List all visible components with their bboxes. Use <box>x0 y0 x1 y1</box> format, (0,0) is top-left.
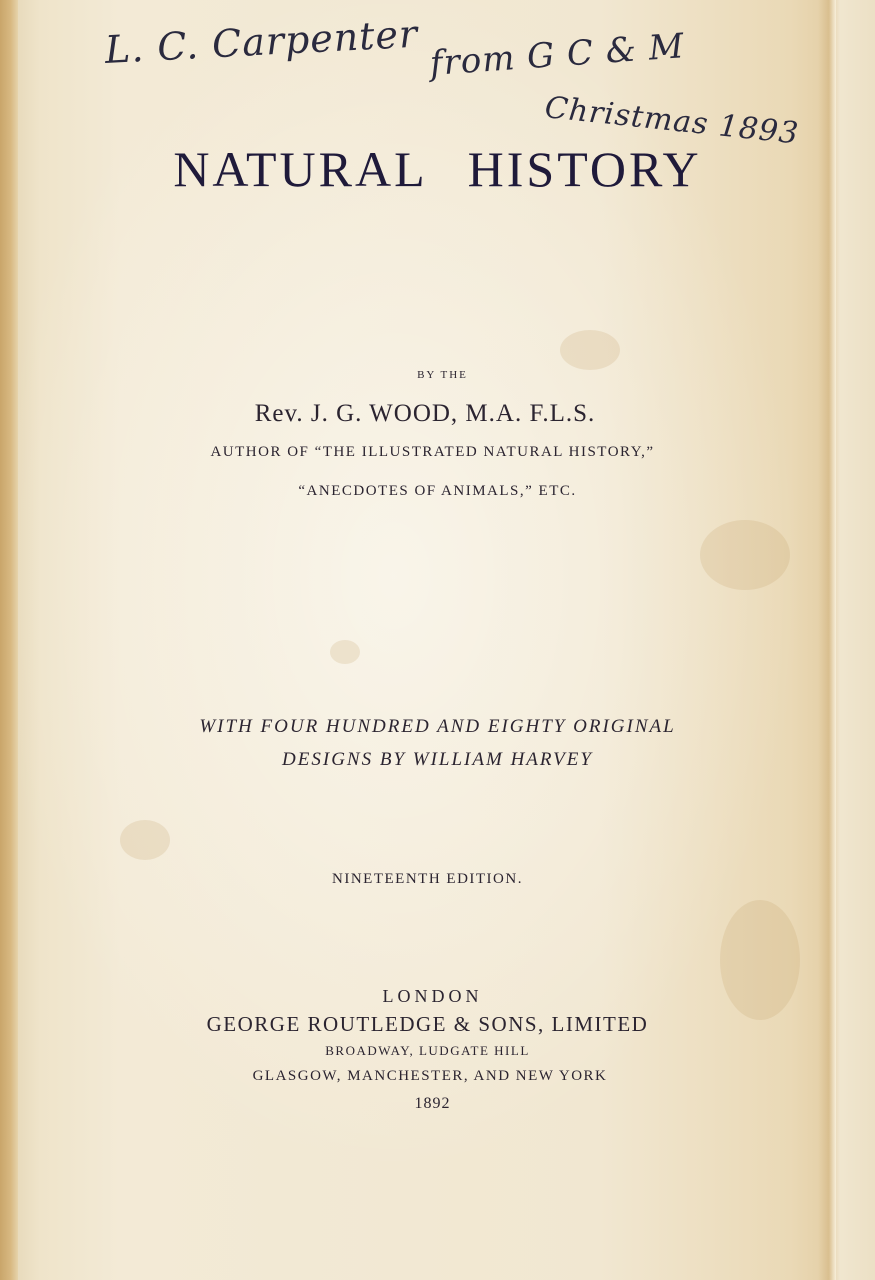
imprint-address-1: BROADWAY, LUDGATE HILL <box>325 1043 530 1058</box>
imprint-city: LONDON <box>382 986 483 1006</box>
illustrations-line-2: DESIGNS BY WILLIAM HARVEY <box>282 749 593 770</box>
handwritten-gift-note: from G C & M <box>428 26 686 84</box>
byline: BY THE <box>417 369 468 381</box>
foxing-spot <box>700 520 790 590</box>
edition-statement: NINETEENTH EDITION. <box>332 871 523 887</box>
foxing-spot <box>560 330 620 370</box>
foxing-spot <box>330 640 360 664</box>
author-works-line-2: “ANECDOTES OF ANIMALS,” ETC. <box>298 483 577 499</box>
imprint-year: 1892 <box>414 1095 451 1112</box>
book-title-part1: NATURAL <box>173 141 428 197</box>
author-name: Rev. J. G. WOOD, M.A. F.L.S. <box>254 400 596 427</box>
book-title-part2: HISTORY <box>467 141 702 197</box>
handwritten-date: Christmas 1893 <box>543 90 801 152</box>
book-title <box>0 140 875 198</box>
imprint-address-2: GLASGOW, MANCHESTER, AND NEW YORK <box>252 1068 608 1084</box>
imprint-publisher: GEORGE ROUTLEDGE & SONS, LIMITED <box>206 1012 649 1036</box>
illustrations-line-1: WITH FOUR HUNDRED AND EIGHTY ORIGINAL <box>199 716 676 737</box>
foxing-spot <box>120 820 170 860</box>
handwritten-owner-name: L. C. Carpenter <box>103 11 420 72</box>
author-works-line-1: AUTHOR OF “THE ILLUSTRATED NATURAL HISTORY,” <box>210 444 655 460</box>
